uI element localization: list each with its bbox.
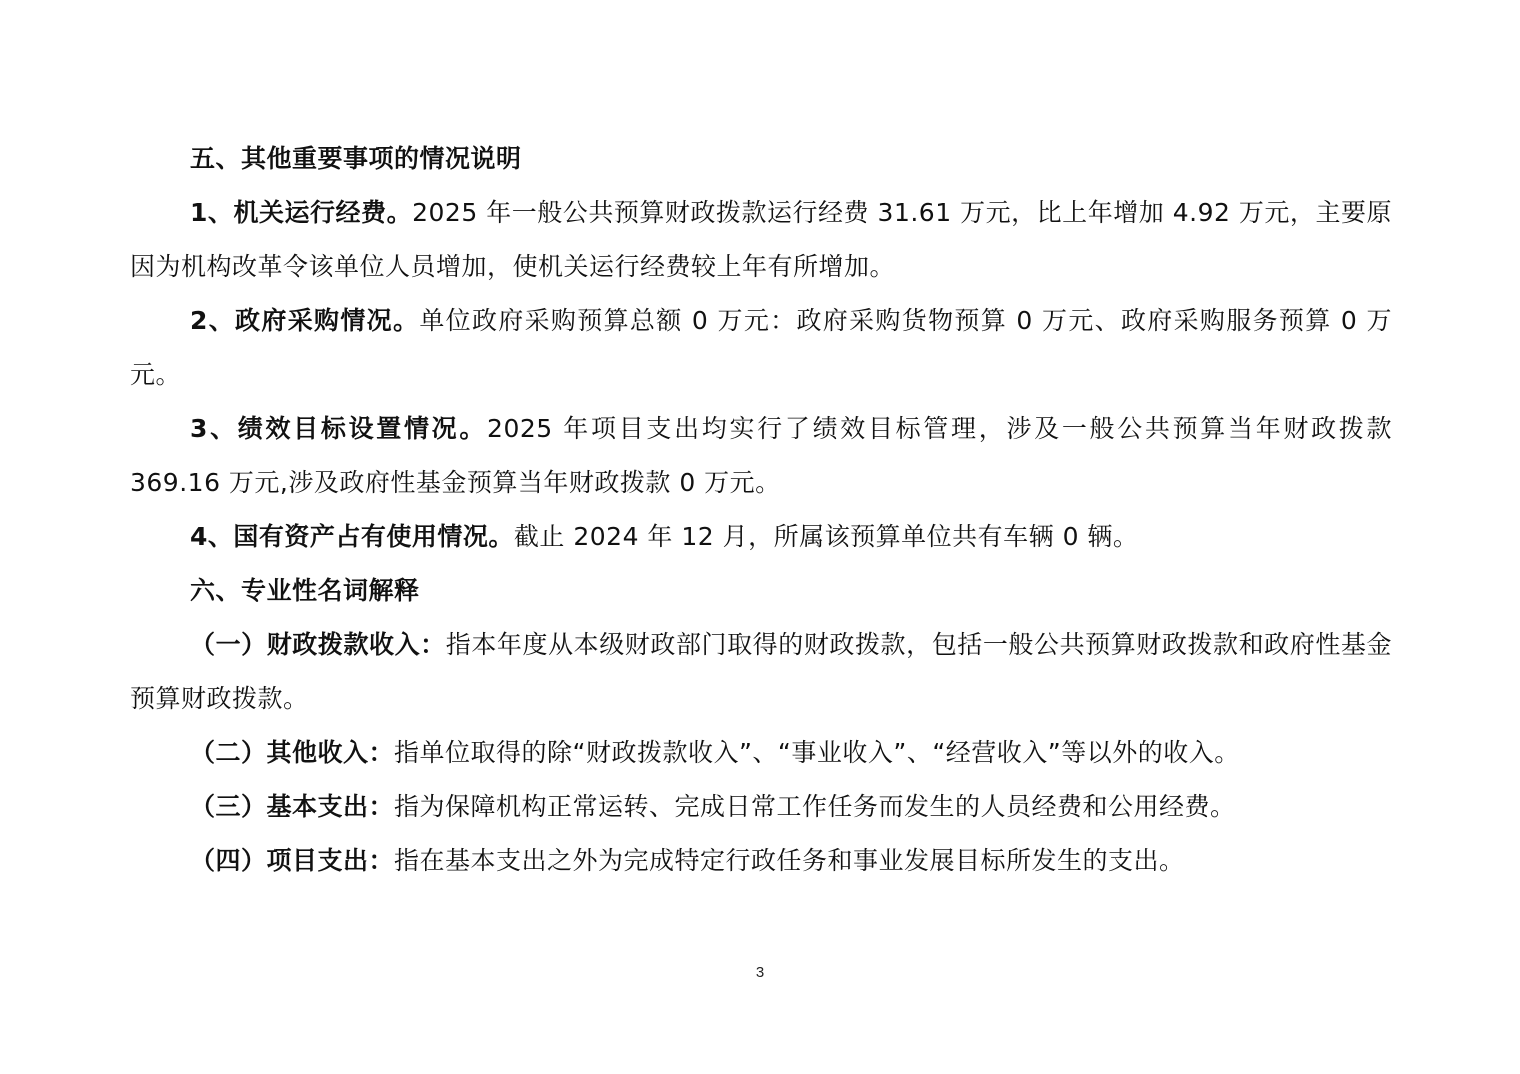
item-lead: 2、政府采购情况。 (190, 306, 420, 335)
item-text: 截止 2024 年 12 月，所属该预算单位共有车辆 0 辆。 (513, 522, 1139, 551)
item-text: 2025 年一般公共预算财政拨款运行经费 31.61 万元，比上年增加 4.92 万元，主要原因为机构改革令该单位人员增加，使机关运行经费较上年有所增加。 (130, 198, 1393, 281)
term-lead: （二）其他收入： (190, 738, 395, 767)
item-performance-targets (130, 402, 1392, 510)
term-basic-expenditure (130, 780, 1392, 834)
section-6-heading: 六、专业性名词解释 (190, 576, 420, 605)
term-other-income (130, 726, 1392, 780)
term-text: 指在基本支出之外为完成特定行政任务和事业发展目标所发生的支出。 (394, 846, 1185, 875)
section-5-heading: 五、其他重要事项的情况说明 (190, 144, 522, 173)
term-lead: （一）财政拨款收入： (190, 630, 446, 659)
page-number: 3 (755, 964, 765, 981)
term-text: 指本年度从本级财政部门取得的财政拨款，包括一般公共预算财政拨款和政府性基金预算财政拨款。 (130, 630, 1392, 713)
term-lead: （三）基本支出： (190, 792, 395, 821)
item-admin-operating-costs (130, 186, 1392, 294)
item-lead: 4、国有资产占有使用情况。 (190, 522, 514, 551)
term-text: 指单位取得的除“财政拨款收入”、“事业收入”、“经营收入”等以外的收入。 (394, 738, 1240, 767)
document-body (130, 132, 1392, 888)
term-fiscal-appropriation-income (130, 618, 1392, 726)
item-text: 2025 年项目支出均实行了绩效目标管理，涉及一般公共预算当年财政拨款 369.16 万元,涉及政府性基金预算当年财政拨款 0 万元。 (130, 414, 1392, 497)
item-state-assets (130, 510, 1392, 564)
term-text: 指为保障机构正常运转、完成日常工作任务而发生的人员经费和公用经费。 (394, 792, 1236, 821)
item-text: 单位政府采购预算总额 0 万元：政府采购货物预算 0 万元、政府采购服务预算 0 万元。 (130, 306, 1392, 389)
term-project-expenditure (130, 834, 1392, 888)
item-lead: 1、机关运行经费。 (190, 198, 413, 227)
item-lead: 3、绩效目标设置情况。 (190, 414, 488, 443)
item-government-procurement (130, 294, 1392, 402)
term-lead: （四）项目支出： (190, 846, 395, 875)
